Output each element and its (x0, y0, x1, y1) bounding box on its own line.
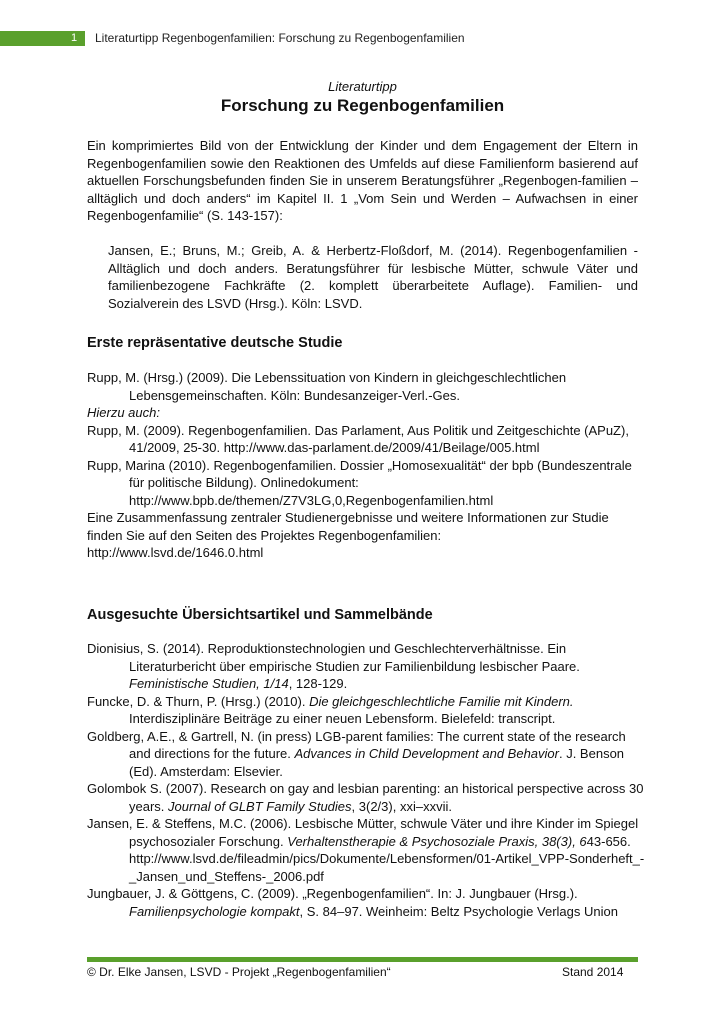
reference-rupp-2009-apuz: Rupp, M. (2009). Regenbogenfamilien. Das Parlament, Aus Politik und Zeitgeschichte (APuZ), 41/2009, 25-30. http://www.das-parlament.de/2009/41/Beilage/005.html (87, 422, 629, 455)
reference-text: Goldberg, A.E., & Gartrell, N. (in press) LGB-parent families: The current state of the research and directions for the future. (87, 728, 626, 761)
running-header-title: Literaturtipp Regenbogenfamilien: Forschung zu Regenbogenfamilien (95, 31, 465, 45)
intro-citation: Jansen, E.; Bruns, M.; Greib, A. & Herbertz-Floßdorf, M. (2014). Regenbogenfamilien - Alltäglich und doch anders. Beratungsführer für lesbische Mütter, schwule Väter und familienbezogene Fachkräfte (2. komplett überarbeitete Auflage). Familien- und Sozialverein des LSVD (Hrsg.). Köln: LSVD. (108, 243, 638, 311)
section-heading-reviews: Ausgesuchte Übersichtsartikel und Sammelbände (87, 607, 433, 623)
page-title: Forschung zu Regenbogenfamilien (220, 96, 505, 115)
reference-rupp-2010: Rupp, Marina (2010). Regenbogenfamilien. Dossier „Homosexualität“ der bpb (Bundeszentrale für politische Bildung). Onlinedokument: http://www.bpb.de/themen/Z7V3LG,0,Regenbogenfamilien.html (87, 457, 632, 508)
intro-paragraph: Ein komprimiertes Bild von der Entwicklung der Kinder und dem Engagement der Eltern in Regenbogenfamilien sowie den Reaktionen des Umfelds auf diese Familienform basierend auf aktuellen Forschungsbefunden finden Sie in unserem Beratungsführer „Regenbogen-familien – alltäglich und doch anders“ im Kapitel II. 1 „Vom Sein und Werden – Aufwachsen in einer Regenbogenfamilie“ (S. 143-157): (87, 138, 638, 223)
reference-journal: Feministische Studien, 1/14 (129, 676, 289, 691)
reference-text: Dionisius, S. (2014). Reproduktionstechnologien und Geschlechterverhältnisse. Ein Literaturbericht über empirische Studien zur Familienbildung lesbischer Paare. (87, 641, 580, 674)
footer-date: Stand 2014 (562, 965, 624, 979)
reference-text: Funcke, D. & Thurn, P. (Hrsg.) (2010). (87, 693, 310, 709)
reference-text: Interdisziplinäre Beiträge zu einer neuen Lebensform. Bielefeld: transcript. (129, 711, 556, 726)
reference-text: . J. Benson (Ed). Amsterdam: Elsevier. (129, 746, 625, 779)
reference-jansen-steffens (87, 815, 647, 885)
reference-dionisius (87, 640, 647, 693)
kicker-label: Literaturtipp (328, 79, 397, 94)
section-heading-study: Erste repräsentative deutsche Studie (87, 335, 343, 351)
reference-book-title: Familienpsychologie kompakt (129, 903, 300, 919)
reference-journal: Journal of GLBT Family Studies (168, 798, 352, 814)
reference-text: Golombok S. (2007). Research on gay and lesbian parenting: an historical perspective across 30 years. (87, 781, 644, 814)
reference-funcke (87, 693, 647, 728)
reference-jungbauer (87, 885, 647, 920)
study-summary-text: Eine Zusammenfassung zentraler Studienergebnisse und weitere Informationen zur Studie finden Sie auf den Seiten des Projektes Regenbogenfamilien: (87, 510, 609, 543)
reference-goldberg (87, 728, 647, 781)
reference-text: 43-656. http://www.lsvd.de/fileadmin/pics/Dokumente/Lebensformen/01-Artikel_VPP-Sonderheft_-_Jansen_und_Steffens-_2006.pdf (129, 833, 645, 884)
reference-journal: Verhaltenstherapie & Psychosoziale Praxis, 38(3), 6 (287, 833, 587, 849)
page-number: 1 (70, 32, 78, 44)
footer-copyright: © Dr. Elke Jansen, LSVD - Projekt „Regenbogenfamilien“ (87, 965, 391, 979)
reference-rupp-2009-study: Rupp, M. (Hrsg.) (2009). Die Lebenssituation von Kindern in gleichgeschlechtlichen Lebensgemeinschaften. Köln: Bundesanzeiger-Verl.-Ges. (87, 370, 567, 403)
study-references (87, 369, 647, 562)
reference-text: Jansen, E. & Steffens, M.C. (2006). Lesbische Mütter, schwule Väter und ihre Kinder im Spiegel psychosozialer Forschung. (87, 816, 639, 849)
reference-text: , 128-129. (288, 676, 348, 691)
hierzu-auch-label: Hierzu auch: (87, 405, 160, 420)
reference-book-title: Die gleichgeschlechtliche Familie mit Kindern. (309, 693, 574, 709)
reference-series: Advances in Child Development and Behavior (294, 746, 559, 761)
reference-text: , 3(2/3), xxi–xxvii. (351, 798, 452, 814)
review-references (87, 640, 647, 920)
reference-golombok (87, 780, 647, 815)
reference-text: Jungbauer, J. & Göttgens, C. (2009). „Regenbogenfamilien“. In: J. Jungbauer (Hrsg.). (87, 886, 578, 901)
study-summary-link[interactable]: http://www.lsvd.de/1646.0.html (87, 545, 264, 560)
footer-green-rule (87, 957, 638, 962)
reference-text: , S. 84–97. Weinheim: Beltz Psychologie Verlags Union (299, 903, 618, 919)
